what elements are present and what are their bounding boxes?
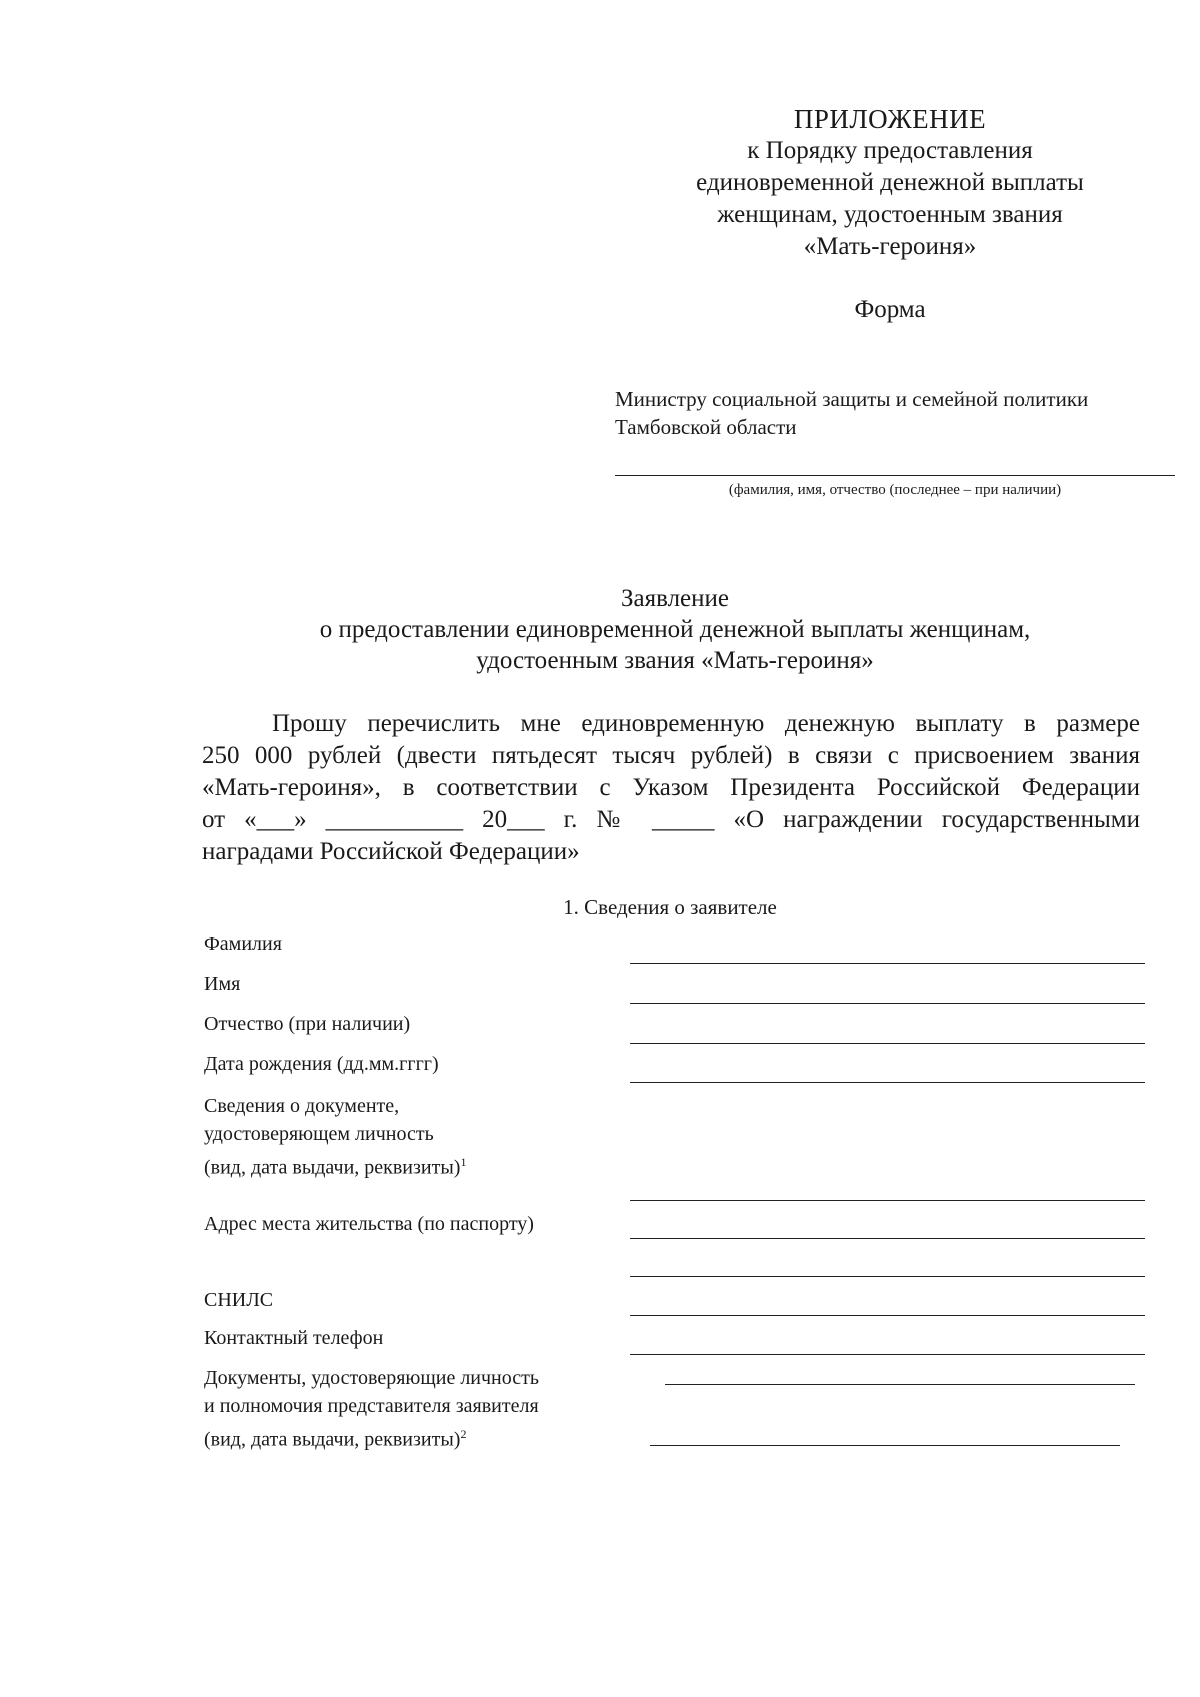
request-line: наградами Российской Федерации» xyxy=(202,838,580,865)
representative-label-text: (вид, дата выдачи, реквизиты) xyxy=(204,1428,461,1451)
title-line: Заявление xyxy=(620,585,730,612)
request-line: от «___» ___________ 20___ г. № _____ «О награждении государственными xyxy=(202,806,1140,833)
surname-field[interactable] xyxy=(630,963,1145,964)
request-line: «Мать-героиня», в соответствии с Указом Президента Российской Федерации xyxy=(202,774,1140,801)
appendix-line: к Порядку предоставления xyxy=(747,137,1033,164)
appendix-block xyxy=(640,103,1140,263)
title-line: удостоенным звания «Мать-героиня» xyxy=(476,647,874,674)
representative-documents-field[interactable] xyxy=(665,1384,1135,1385)
addressee-line: Министру социальной защиты и семейной политики xyxy=(615,387,1089,411)
name-label: Имя xyxy=(204,973,241,995)
address-label: Адрес места жительства (по паспорту) xyxy=(204,1213,534,1235)
form-label: Форма xyxy=(854,296,926,323)
request-paragraph xyxy=(202,708,1140,868)
snils-label: СНИЛС xyxy=(204,1289,274,1311)
request-line: Прошу перечислить мне единовременную денежную выплату в размере xyxy=(272,710,1140,737)
address-field-continued[interactable] xyxy=(630,1276,1145,1277)
snils-field[interactable] xyxy=(630,1315,1145,1316)
appendix-line: женщинам, удостоенным звания xyxy=(717,201,1063,228)
id-document-field[interactable] xyxy=(630,1200,1145,1201)
title-line: о предоставлении единовременной денежной выплаты женщинам, xyxy=(319,616,1031,643)
addressee-caption: (фамилия, имя, отчество (последнее – при наличии) xyxy=(728,482,1062,498)
appendix-line: единовременной денежной выплаты xyxy=(696,169,1084,196)
phone-field[interactable] xyxy=(630,1354,1145,1355)
id-document-label-line xyxy=(204,1148,466,1182)
patronymic-label: Отчество (при наличии) xyxy=(204,1013,411,1035)
appendix-line: «Мать-героиня» xyxy=(803,233,977,260)
representative-documents-field-continued[interactable] xyxy=(650,1445,1120,1446)
address-field[interactable] xyxy=(630,1238,1145,1239)
representative-label-line xyxy=(204,1420,539,1454)
id-document-label-line: Сведения о документе, xyxy=(204,1095,400,1117)
id-document-label xyxy=(204,1092,466,1182)
id-document-label-line: удостоверяющем личность xyxy=(204,1123,434,1145)
addressee-name-field[interactable] xyxy=(615,475,1175,476)
surname-label: Фамилия xyxy=(204,933,282,955)
representative-documents-label xyxy=(204,1364,539,1454)
representative-label-line: Документы, удостоверяющие личность xyxy=(204,1367,539,1389)
document-title xyxy=(200,583,1150,676)
addressee-block xyxy=(615,385,1088,441)
appendix-heading: ПРИЛОЖЕНИЕ xyxy=(793,104,987,134)
phone-label: Контактный телефон xyxy=(204,1327,384,1349)
patronymic-field[interactable] xyxy=(630,1043,1145,1044)
birth-date-field[interactable] xyxy=(630,1082,1145,1083)
representative-label-line: и полномочия представителя заявителя xyxy=(204,1395,539,1417)
birth-date-label: Дата рождения (дд.мм.гггг) xyxy=(204,1053,439,1075)
name-field[interactable] xyxy=(630,1003,1145,1004)
request-line: 250 000 рублей (двести пятьдесят тысяч рублей) в связи с присвоением звания xyxy=(202,742,1140,769)
id-document-label-text: (вид, дата выдачи, реквизиты) xyxy=(204,1156,461,1179)
footnote-marker: 2 xyxy=(460,1427,467,1441)
addressee-line: Тамбовской области xyxy=(615,415,797,439)
section-heading: 1. Сведения о заявителе xyxy=(563,895,777,919)
footnote-marker: 1 xyxy=(460,1155,467,1169)
